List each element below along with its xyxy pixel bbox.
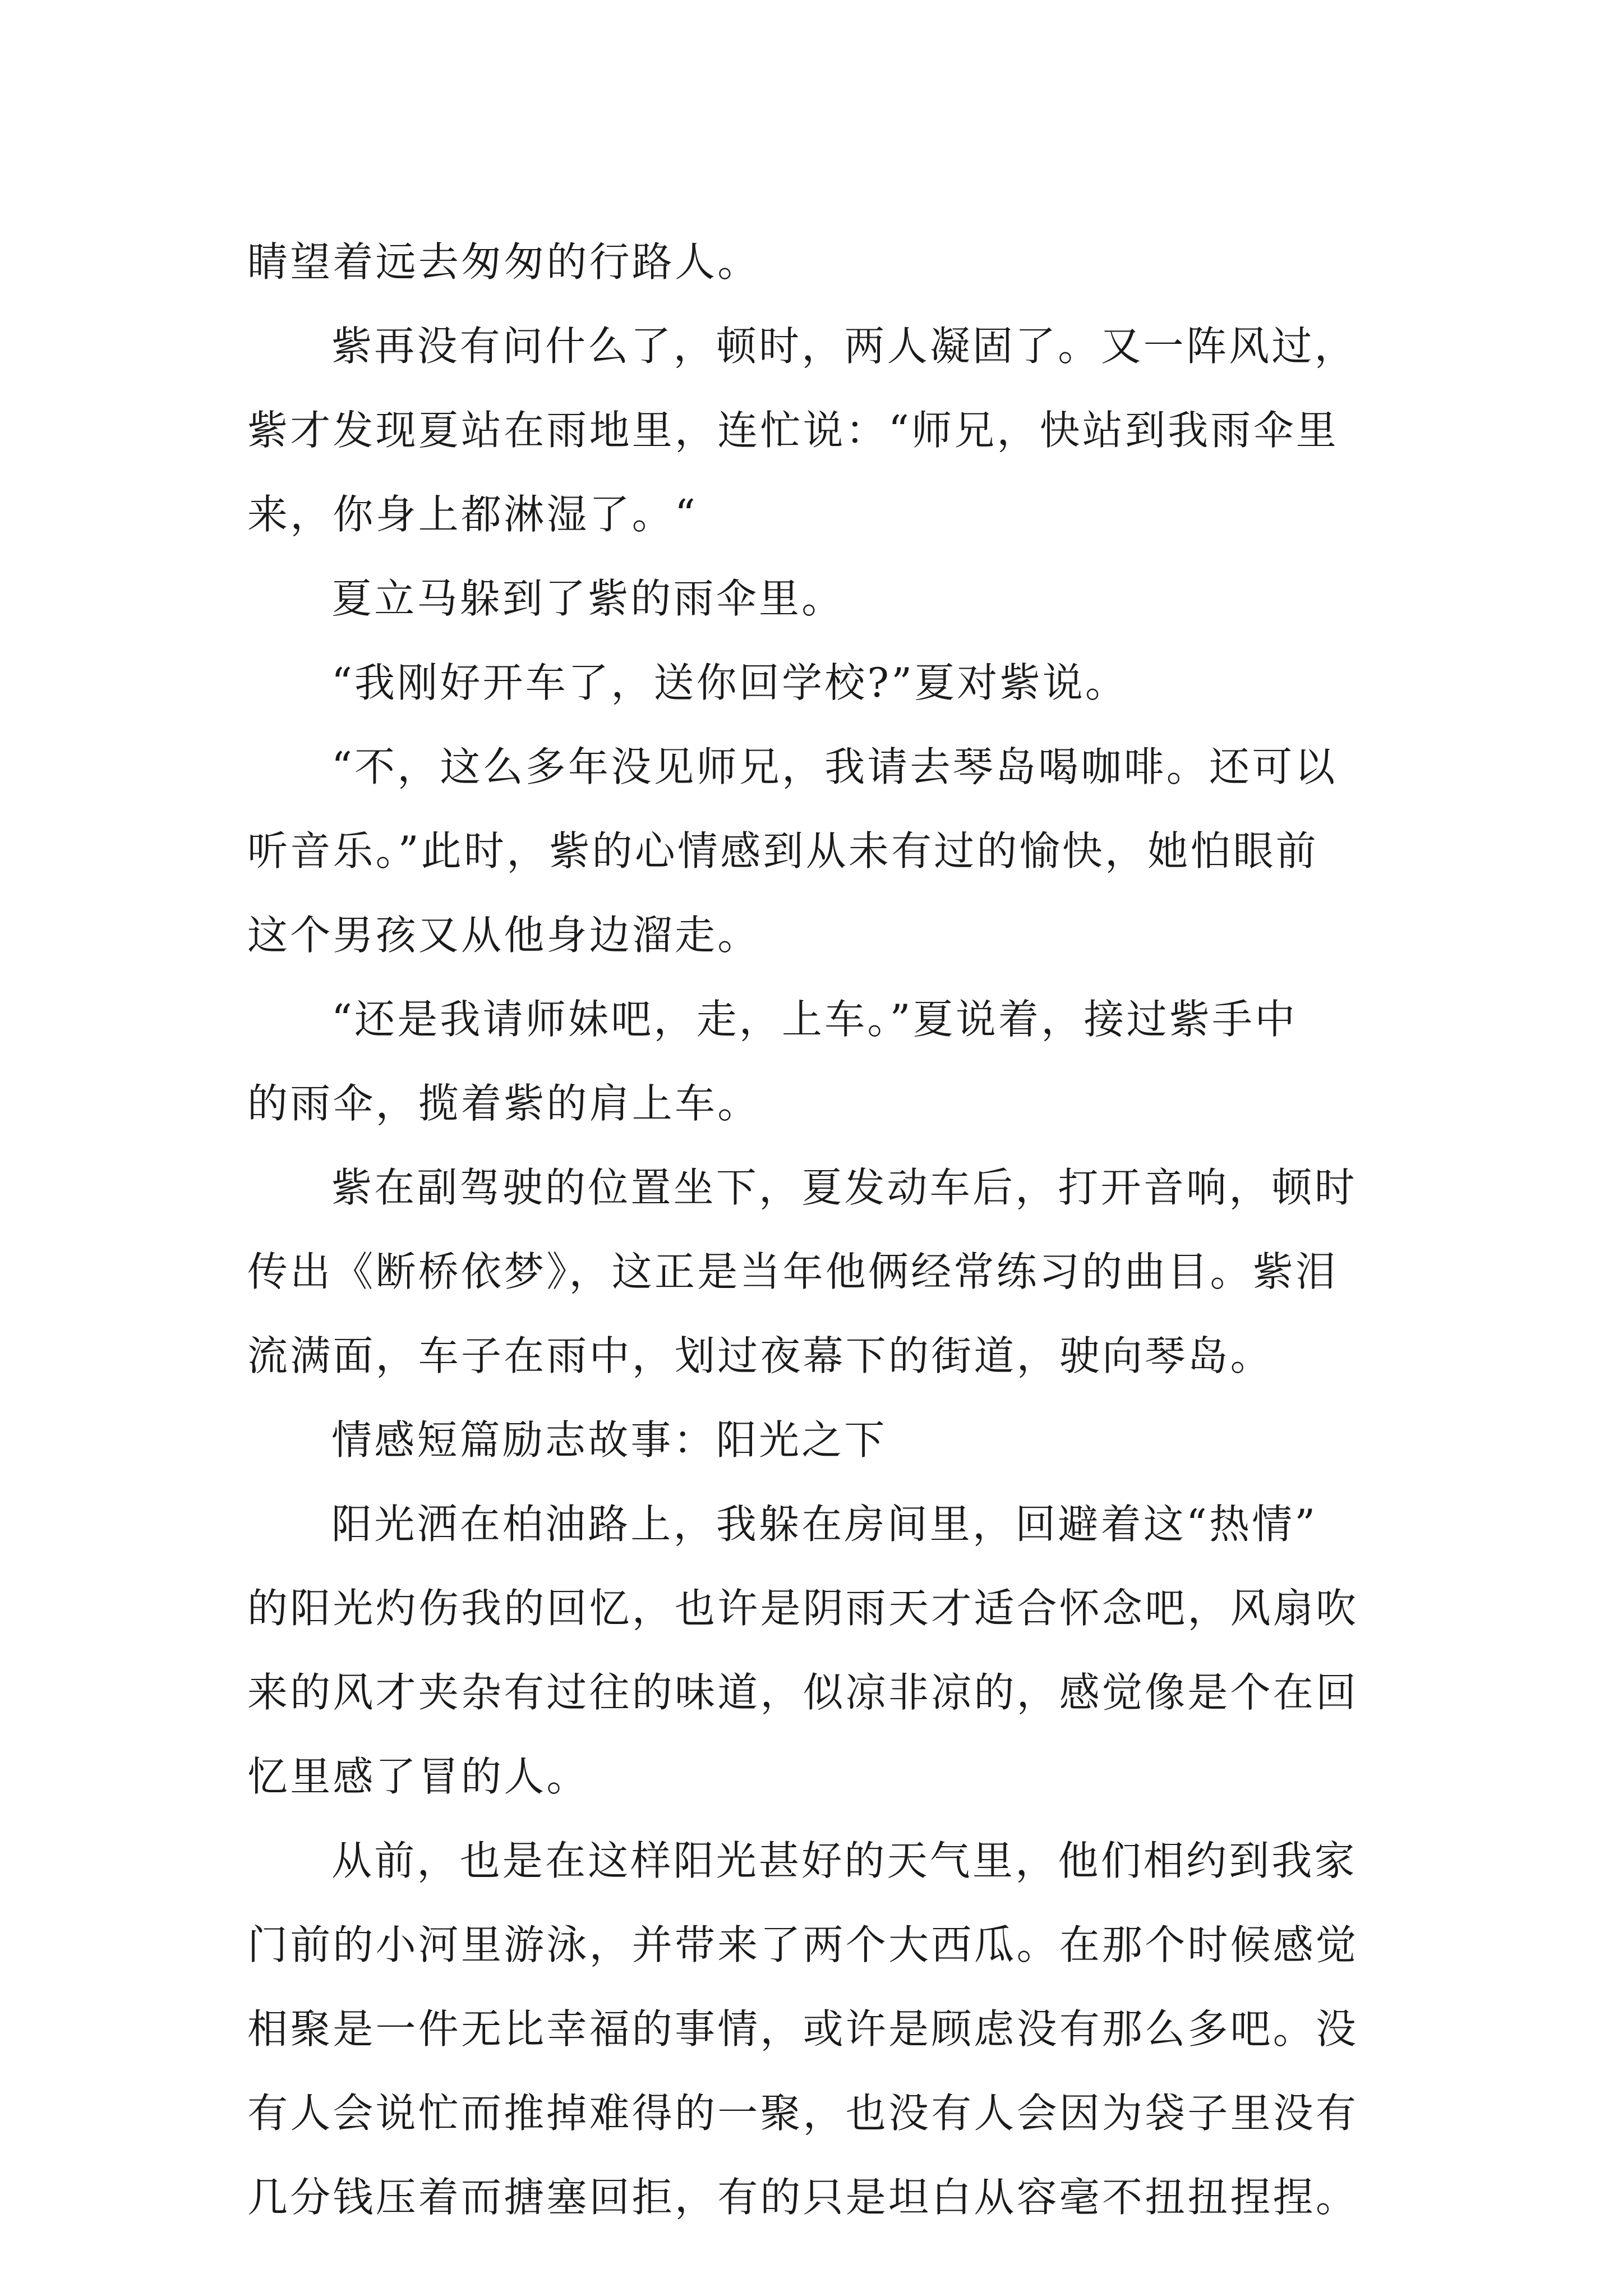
text-line: 夏立马躲到了紫的雨伞里。	[331, 575, 845, 622]
text-line: 紫再没有问什么了，顿时，两人凝固了。又一阵风过，	[331, 323, 1357, 370]
text-line: 传出《断桥依梦》，这正是当年他俩经常练习的曲目。紫泪	[247, 1248, 1339, 1295]
text-line: “我刚好开车了，送你回学校?”夏对紫说。	[331, 659, 1128, 706]
text-line: 有人会说忙而推掉难得的一聚，也没有人会因为袋子里没有	[247, 2090, 1359, 2137]
text-line: 几分钱压着而搪塞回拒，有的只是坦白从容毫不扭扭捏捏。	[247, 2174, 1359, 2221]
body-text	[247, 220, 1395, 2239]
text-line: “还是我请师妹吧，走，上车。”夏说着，接过紫手中	[331, 996, 1298, 1043]
text-line: 阳光洒在柏油路上，我躲在房间里，回避着这“热情”	[331, 1501, 1318, 1548]
text-line: 忆里感了冒的人。	[247, 1753, 589, 1800]
text-line: 睛望着远去匆匆的行路人。	[247, 238, 760, 286]
text-line: 来，你身上都淋湿了。“	[247, 491, 698, 538]
text-line: 这个男孩又从他身边溜走。	[247, 912, 760, 959]
text-line: 的阳光灼伤我的回忆，也许是阴雨天才适合怀念吧，风扇吹	[247, 1585, 1359, 1632]
text-line: 听音乐。”此时，紫的心情感到从未有过的愉快，她怕眼前	[247, 827, 1319, 875]
text-line: 的雨伞，揽着紫的肩上车。	[247, 1080, 760, 1127]
section-heading: 情感短篇励志故事：阳光之下	[331, 1416, 887, 1464]
text-line: 紫在副驾驶的位置坐下，夏发动车后，打开音响，顿时	[331, 1164, 1357, 1211]
text-line: 紫才发现夏站在雨地里，连忙说：“师兄，快站到我雨伞里	[247, 407, 1339, 454]
text-line: “不，这么多年没见师兄，我请去琴岛喝咖啡。还可以	[331, 743, 1338, 790]
text-line: 门前的小河里游泳，并带来了两个大西瓜。在那个时候感觉	[247, 1921, 1359, 1968]
text-line: 从前，也是在这样阳光甚好的天气里，他们相约到我家	[331, 1837, 1357, 1884]
text-line: 来的风才夹杂有过往的味道，似凉非凉的，感觉像是个在回	[247, 1669, 1359, 1716]
text-line: 流满面，车子在雨中，划过夜幕下的街道，驶向琴岛。	[247, 1332, 1273, 1379]
text-line: 相聚是一件无比幸福的事情，或许是顾虑没有那么多吧。没	[247, 2005, 1359, 2053]
